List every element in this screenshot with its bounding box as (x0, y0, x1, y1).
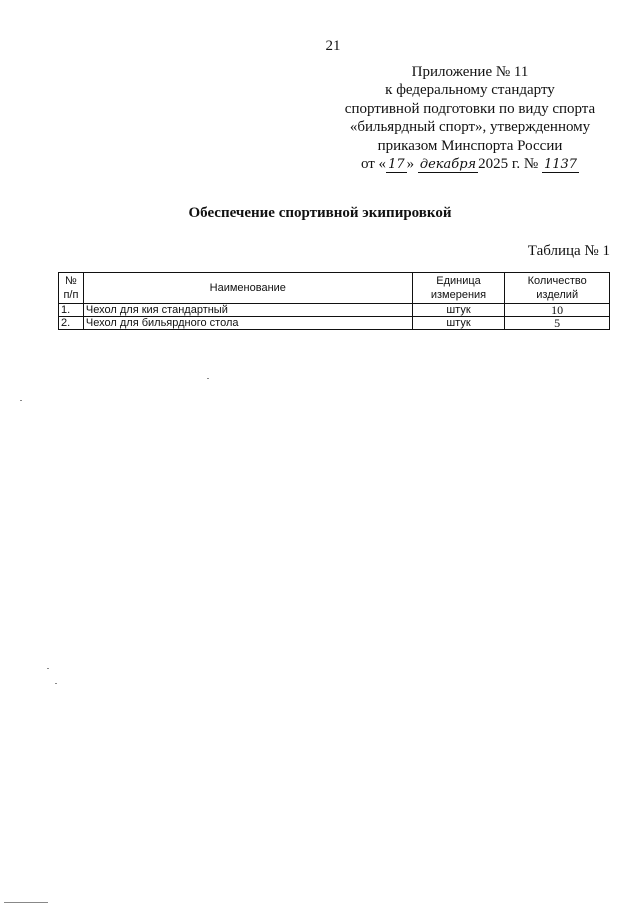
row-num: 1. (59, 304, 84, 317)
scan-edge-mark (4, 902, 48, 903)
row-name: Чехол для кия стандартный (83, 304, 412, 317)
scan-speck (207, 378, 209, 379)
order-date-line (340, 155, 600, 173)
row-unit: штук (412, 304, 505, 317)
handwritten-day: 17 (388, 157, 405, 173)
date-quote-close: » (406, 156, 415, 173)
header-unit: Единица измерения (412, 273, 505, 304)
appendix-line-5: приказом Минспорта России (377, 137, 563, 154)
row-unit: штук (412, 317, 505, 330)
scan-speck (20, 400, 22, 401)
table-row (59, 317, 610, 330)
appendix-number: Приложение № 11 (411, 64, 529, 80)
handwritten-order-number: 1137 (543, 157, 578, 173)
date-prefix: от « (360, 156, 387, 173)
appendix-line-4: «бильярдный спорт», утвержденному (349, 119, 591, 136)
equipment-table (58, 272, 610, 330)
document-title: Обеспечение спортивной экипировкой (188, 205, 452, 221)
header-qty: Количество изделий (505, 273, 610, 304)
row-qty: 10 (505, 304, 610, 317)
header-num: № п/п (59, 273, 84, 304)
row-num: 2. (59, 317, 84, 330)
table-row (59, 304, 610, 317)
handwritten-month: декабря (419, 157, 477, 173)
row-name: Чехол для бильярдного стола (83, 317, 412, 330)
appendix-line-3: спортивной подготовки по виду спорта (344, 100, 596, 117)
scan-speck (55, 683, 57, 684)
year-text: 2025 г. № (478, 156, 539, 173)
scan-speck (47, 668, 49, 669)
row-qty: 5 (505, 317, 610, 330)
appendix-line-2: к федеральному стандарту (385, 82, 555, 99)
appendix-header (340, 63, 600, 173)
header-name: Наименование (83, 273, 412, 304)
table-header-row (59, 273, 610, 304)
table-label: Таблица № 1 (527, 243, 610, 259)
page-number: 21 (325, 38, 341, 54)
